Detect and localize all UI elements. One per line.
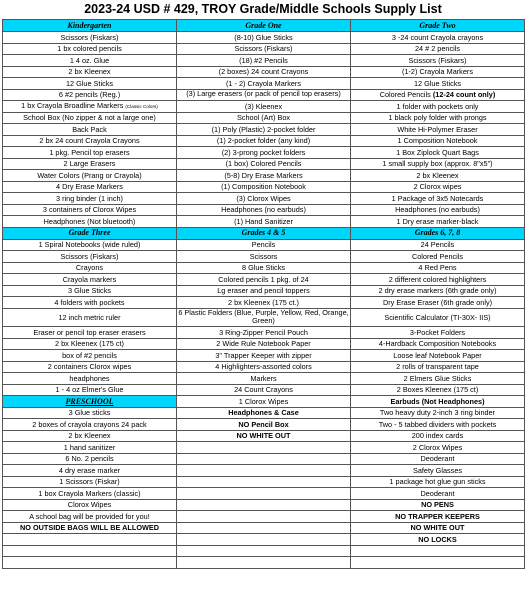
table-row <box>3 135 525 147</box>
list-item: 1 Clorox Wipes <box>177 396 351 408</box>
supply-list-table <box>2 19 525 569</box>
list-item: 6 #2 pencils (Reg.) <box>3 89 177 101</box>
list-item: 3 -24 count Crayola crayons <box>351 32 525 44</box>
list-item: (1-2) Crayola Markers <box>351 66 525 78</box>
list-item: 1 Box Ziplock Quart Bags <box>351 147 525 159</box>
list-item: Scissors (Fiskars) <box>177 43 351 55</box>
table-row <box>3 499 525 511</box>
list-item: 3 ring binder (1 inch) <box>3 193 177 205</box>
table-row <box>3 522 525 534</box>
list-item: 1 pkg. Pencil top erasers <box>3 147 177 159</box>
grade-header: Grades 6, 7, 8 <box>351 227 525 239</box>
table-row <box>3 147 525 159</box>
list-item: Lg eraser and pencil toppers <box>177 285 351 297</box>
table-row <box>3 43 525 55</box>
list-item: NO TRAPPER KEEPERS <box>351 511 525 523</box>
table-row <box>3 251 525 263</box>
list-item: NO WHITE OUT <box>177 430 351 442</box>
list-item: 2 Clorox wipes <box>351 181 525 193</box>
list-item: (3) Large erasers (or pack of pencil top erasers) <box>177 89 351 101</box>
list-item: 4-Hardback Composition Notebooks <box>351 338 525 350</box>
list-item <box>177 522 351 534</box>
table-row <box>3 407 525 419</box>
list-item: 200 index cards <box>351 430 525 442</box>
list-item: NO OUTSIDE BAGS WILL BE ALLOWED <box>3 522 177 534</box>
list-item: (1) Composition Notebook <box>177 181 351 193</box>
table-row <box>3 327 525 339</box>
list-item: Headphones (no earbuds) <box>351 204 525 216</box>
list-item: A school bag will be provided for you! <box>3 511 177 523</box>
list-item: (18) #2 Pencils <box>177 55 351 67</box>
list-item: 2 bx Kleenex <box>3 66 177 78</box>
list-item: Safety Glasses <box>351 465 525 477</box>
list-item: (1) 2-pocket folder (any kind) <box>177 135 351 147</box>
list-item: 1 bx Crayola Broadline Markers (Classic Colors) <box>3 101 177 113</box>
list-item: 4 Red Pens <box>351 262 525 274</box>
list-item: 6 No. 2 pencils <box>3 453 177 465</box>
list-item: NO LOCKS <box>351 534 525 546</box>
table-row <box>3 545 525 557</box>
list-item: Headphones & Case <box>177 407 351 419</box>
list-item: Scissors (Fiskars) <box>3 32 177 44</box>
list-item: (3) Kleenex <box>177 101 351 113</box>
table-row <box>3 262 525 274</box>
list-item: box of #2 pencils <box>3 350 177 362</box>
list-item: NO PENS <box>351 499 525 511</box>
item-note: (Classic Colors) <box>125 104 158 110</box>
list-item: Scissors (Fiskars) <box>351 55 525 67</box>
grade-header: Grade Three <box>3 227 177 239</box>
list-item: 2 bx Kleenex (175 ct) <box>3 338 177 350</box>
list-item <box>3 534 177 546</box>
table-row <box>3 534 525 546</box>
list-item: 24 # 2 pencils <box>351 43 525 55</box>
list-item: Dry Erase Eraser (6th grade only) <box>351 297 525 309</box>
list-item: 2 rolls of transparent tape <box>351 361 525 373</box>
table-row <box>3 453 525 465</box>
list-item: 1 box Crayola Markers (classic) <box>3 488 177 500</box>
list-item <box>177 488 351 500</box>
table-row <box>3 361 525 373</box>
list-item: 1 black poly folder with prongs <box>351 112 525 124</box>
list-item: (1) Hand Sanitizer <box>177 216 351 228</box>
list-item: Deoderant <box>351 488 525 500</box>
list-item <box>177 453 351 465</box>
table-row <box>3 204 525 216</box>
list-item: 2 Boxes Kleenex (175 ct) <box>351 384 525 396</box>
list-item: 3 Glue sticks <box>3 407 177 419</box>
list-item: (1 box) Colored Pencils <box>177 158 351 170</box>
list-item: 2 bx Kleenex (175 ct.) <box>177 297 351 309</box>
list-item: 2 containers Clorox wipes <box>3 361 177 373</box>
table-row <box>3 442 525 454</box>
list-item: (2 boxes) 24 count Crayons <box>177 66 351 78</box>
list-item: Loose leaf Notebook Paper <box>351 350 525 362</box>
table-row <box>3 170 525 182</box>
list-item: 3-Pocket Folders <box>351 327 525 339</box>
list-item: 1 Scissors (Fiskar) <box>3 476 177 488</box>
table-row <box>3 308 525 327</box>
grade-header: Grades 4 & 5 <box>177 227 351 239</box>
table-row <box>3 476 525 488</box>
list-item: 4 folders with pockets <box>3 297 177 309</box>
table-row <box>3 216 525 228</box>
list-item: Colored Pencils <box>351 251 525 263</box>
grade-header: Grade One <box>177 20 351 32</box>
table-row <box>3 78 525 90</box>
list-item: School (Art) Box <box>177 112 351 124</box>
list-item: (8-10) Glue Sticks <box>177 32 351 44</box>
table-row <box>3 112 525 124</box>
grade-header: Grade Two <box>351 20 525 32</box>
list-item: 1 package hot glue gun sticks <box>351 476 525 488</box>
list-item: 12 Glue Sticks <box>351 78 525 90</box>
list-item <box>351 545 525 557</box>
list-item: Earbuds (Not Headphones) <box>351 396 525 408</box>
list-item: 3 containers of Clorox Wipes <box>3 204 177 216</box>
list-item: 1 Composition Notebook <box>351 135 525 147</box>
list-item: Colored pencils 1 pkg. of 24 <box>177 274 351 286</box>
list-item: 4 Highlighters-assorted colors <box>177 361 351 373</box>
table-row <box>3 373 525 385</box>
table-row <box>3 193 525 205</box>
list-item: (2) 3-prong pocket folders <box>177 147 351 159</box>
grade-header-row <box>3 227 525 239</box>
table-row <box>3 384 525 396</box>
table-row <box>3 32 525 44</box>
list-item <box>177 465 351 477</box>
table-row <box>3 465 525 477</box>
list-item: Deoderant <box>351 453 525 465</box>
list-item: 2 boxes of crayola crayons 24 pack <box>3 419 177 431</box>
list-item: 4 Dry Erase Markers <box>3 181 177 193</box>
list-item: 3 Ring-Zipper Pencil Pouch <box>177 327 351 339</box>
list-item: 8 Glue Sticks <box>177 262 351 274</box>
list-item: White Hi-Polymer Eraser <box>351 124 525 136</box>
list-item: 2 Wide Rule Notebook Paper <box>177 338 351 350</box>
list-item: Scissors <box>177 251 351 263</box>
list-item: 1 folder with pockets only <box>351 101 525 113</box>
list-item: 2 bx Kleenex <box>3 430 177 442</box>
table-row <box>3 274 525 286</box>
table-row <box>3 430 525 442</box>
list-item: 12 inch metric ruler <box>3 308 177 327</box>
list-item: 1 bx colored pencils <box>3 43 177 55</box>
list-item: Crayola markers <box>3 274 177 286</box>
list-item: 2 Large Erasers <box>3 158 177 170</box>
table-row <box>3 419 525 431</box>
list-item: Colored Pencils (12-24 count only) <box>351 89 525 101</box>
list-item: NO WHITE OUT <box>351 522 525 534</box>
table-row <box>3 350 525 362</box>
list-item: 3" Trapper Keeper with zipper <box>177 350 351 362</box>
table-row <box>3 557 525 569</box>
table-row <box>3 285 525 297</box>
table-row <box>3 101 525 113</box>
grade-header: Kindergarten <box>3 20 177 32</box>
list-item: 2 Elmers Glue Sticks <box>351 373 525 385</box>
table-row <box>3 158 525 170</box>
list-item: Two heavy duty 2-inch 3 ring binder <box>351 407 525 419</box>
list-item: 3 Glue Sticks <box>3 285 177 297</box>
list-item: Markers <box>177 373 351 385</box>
list-item: 2 Clorox Wipes <box>351 442 525 454</box>
list-item <box>177 534 351 546</box>
list-item: Headphones (no earbuds) <box>177 204 351 216</box>
list-item <box>177 557 351 569</box>
list-item: 1 Package of 3x5 Notecards <box>351 193 525 205</box>
list-item: 24 Count Crayons <box>177 384 351 396</box>
list-item <box>177 442 351 454</box>
list-item: 4 dry erase marker <box>3 465 177 477</box>
list-item: 1 Dry erase marker-black <box>351 216 525 228</box>
item-note: (12-24 count only) <box>432 90 496 100</box>
list-item: 1 - 4 oz Elmer's Glue <box>3 384 177 396</box>
table-row <box>3 55 525 67</box>
table-row <box>3 511 525 523</box>
list-item: 1 small supply box (approx. 8"x5") <box>351 158 525 170</box>
list-item <box>177 476 351 488</box>
table-row <box>3 239 525 251</box>
list-item: headphones <box>3 373 177 385</box>
list-item: 1 4 oz. Glue <box>3 55 177 67</box>
list-item: 2 dry erase markers (6th grade only) <box>351 285 525 297</box>
list-item: Crayons <box>3 262 177 274</box>
list-item <box>3 545 177 557</box>
table-row <box>3 181 525 193</box>
list-item: NO Pencil Box <box>177 419 351 431</box>
list-item <box>177 545 351 557</box>
list-item: Scissors (Fiskars) <box>3 251 177 263</box>
list-item <box>3 557 177 569</box>
list-item: Two - 5 tabbed dividers with pockets <box>351 419 525 431</box>
list-item: 2 bx 24 count Crayola Crayons <box>3 135 177 147</box>
list-item: 2 different colored highlighters <box>351 274 525 286</box>
table-row <box>3 89 525 101</box>
list-item: 2 bx Kleenex <box>351 170 525 182</box>
list-item: Back Pack <box>3 124 177 136</box>
list-item: Eraser or pencil top eraser erasers <box>3 327 177 339</box>
list-item: (1) Poly (Plastic) 2-pocket folder <box>177 124 351 136</box>
list-item: (5-8) Dry Erase Markers <box>177 170 351 182</box>
list-item: 24 Pencils <box>351 239 525 251</box>
page-title: 2023-24 USD # 429, TROY Grade/Middle Schools Supply List <box>84 2 442 16</box>
table-row <box>3 124 525 136</box>
list-item: (1 - 2) Crayola Markers <box>177 78 351 90</box>
grade-header-row <box>3 20 525 32</box>
table-row <box>3 297 525 309</box>
list-item: 1 hand sanitizer <box>3 442 177 454</box>
list-item <box>177 499 351 511</box>
list-item: 1 Spiral Notebooks (wide ruled) <box>3 239 177 251</box>
list-item: Scientific Calculator (TI-30X- IIS) <box>351 308 525 327</box>
list-item: Water Colors (Prang or Crayola) <box>3 170 177 182</box>
list-item <box>351 557 525 569</box>
list-item <box>177 511 351 523</box>
list-item: School Box (No zipper & not a large one) <box>3 112 177 124</box>
table-row <box>3 488 525 500</box>
table-row <box>3 338 525 350</box>
list-item: Headphones (Not bluetooth) <box>3 216 177 228</box>
preschool-header: PRESCHOOL <box>3 396 177 408</box>
list-item: 12 Glue Sticks <box>3 78 177 90</box>
list-item: Clorox Wipes <box>3 499 177 511</box>
list-item: Pencils <box>177 239 351 251</box>
list-item: 6 Plastic Folders (Blue, Purple, Yellow, Red, Orange, Green) <box>178 308 349 326</box>
table-row <box>3 66 525 78</box>
list-item: (3) Clorox Wipes <box>177 193 351 205</box>
table-row <box>3 396 525 408</box>
